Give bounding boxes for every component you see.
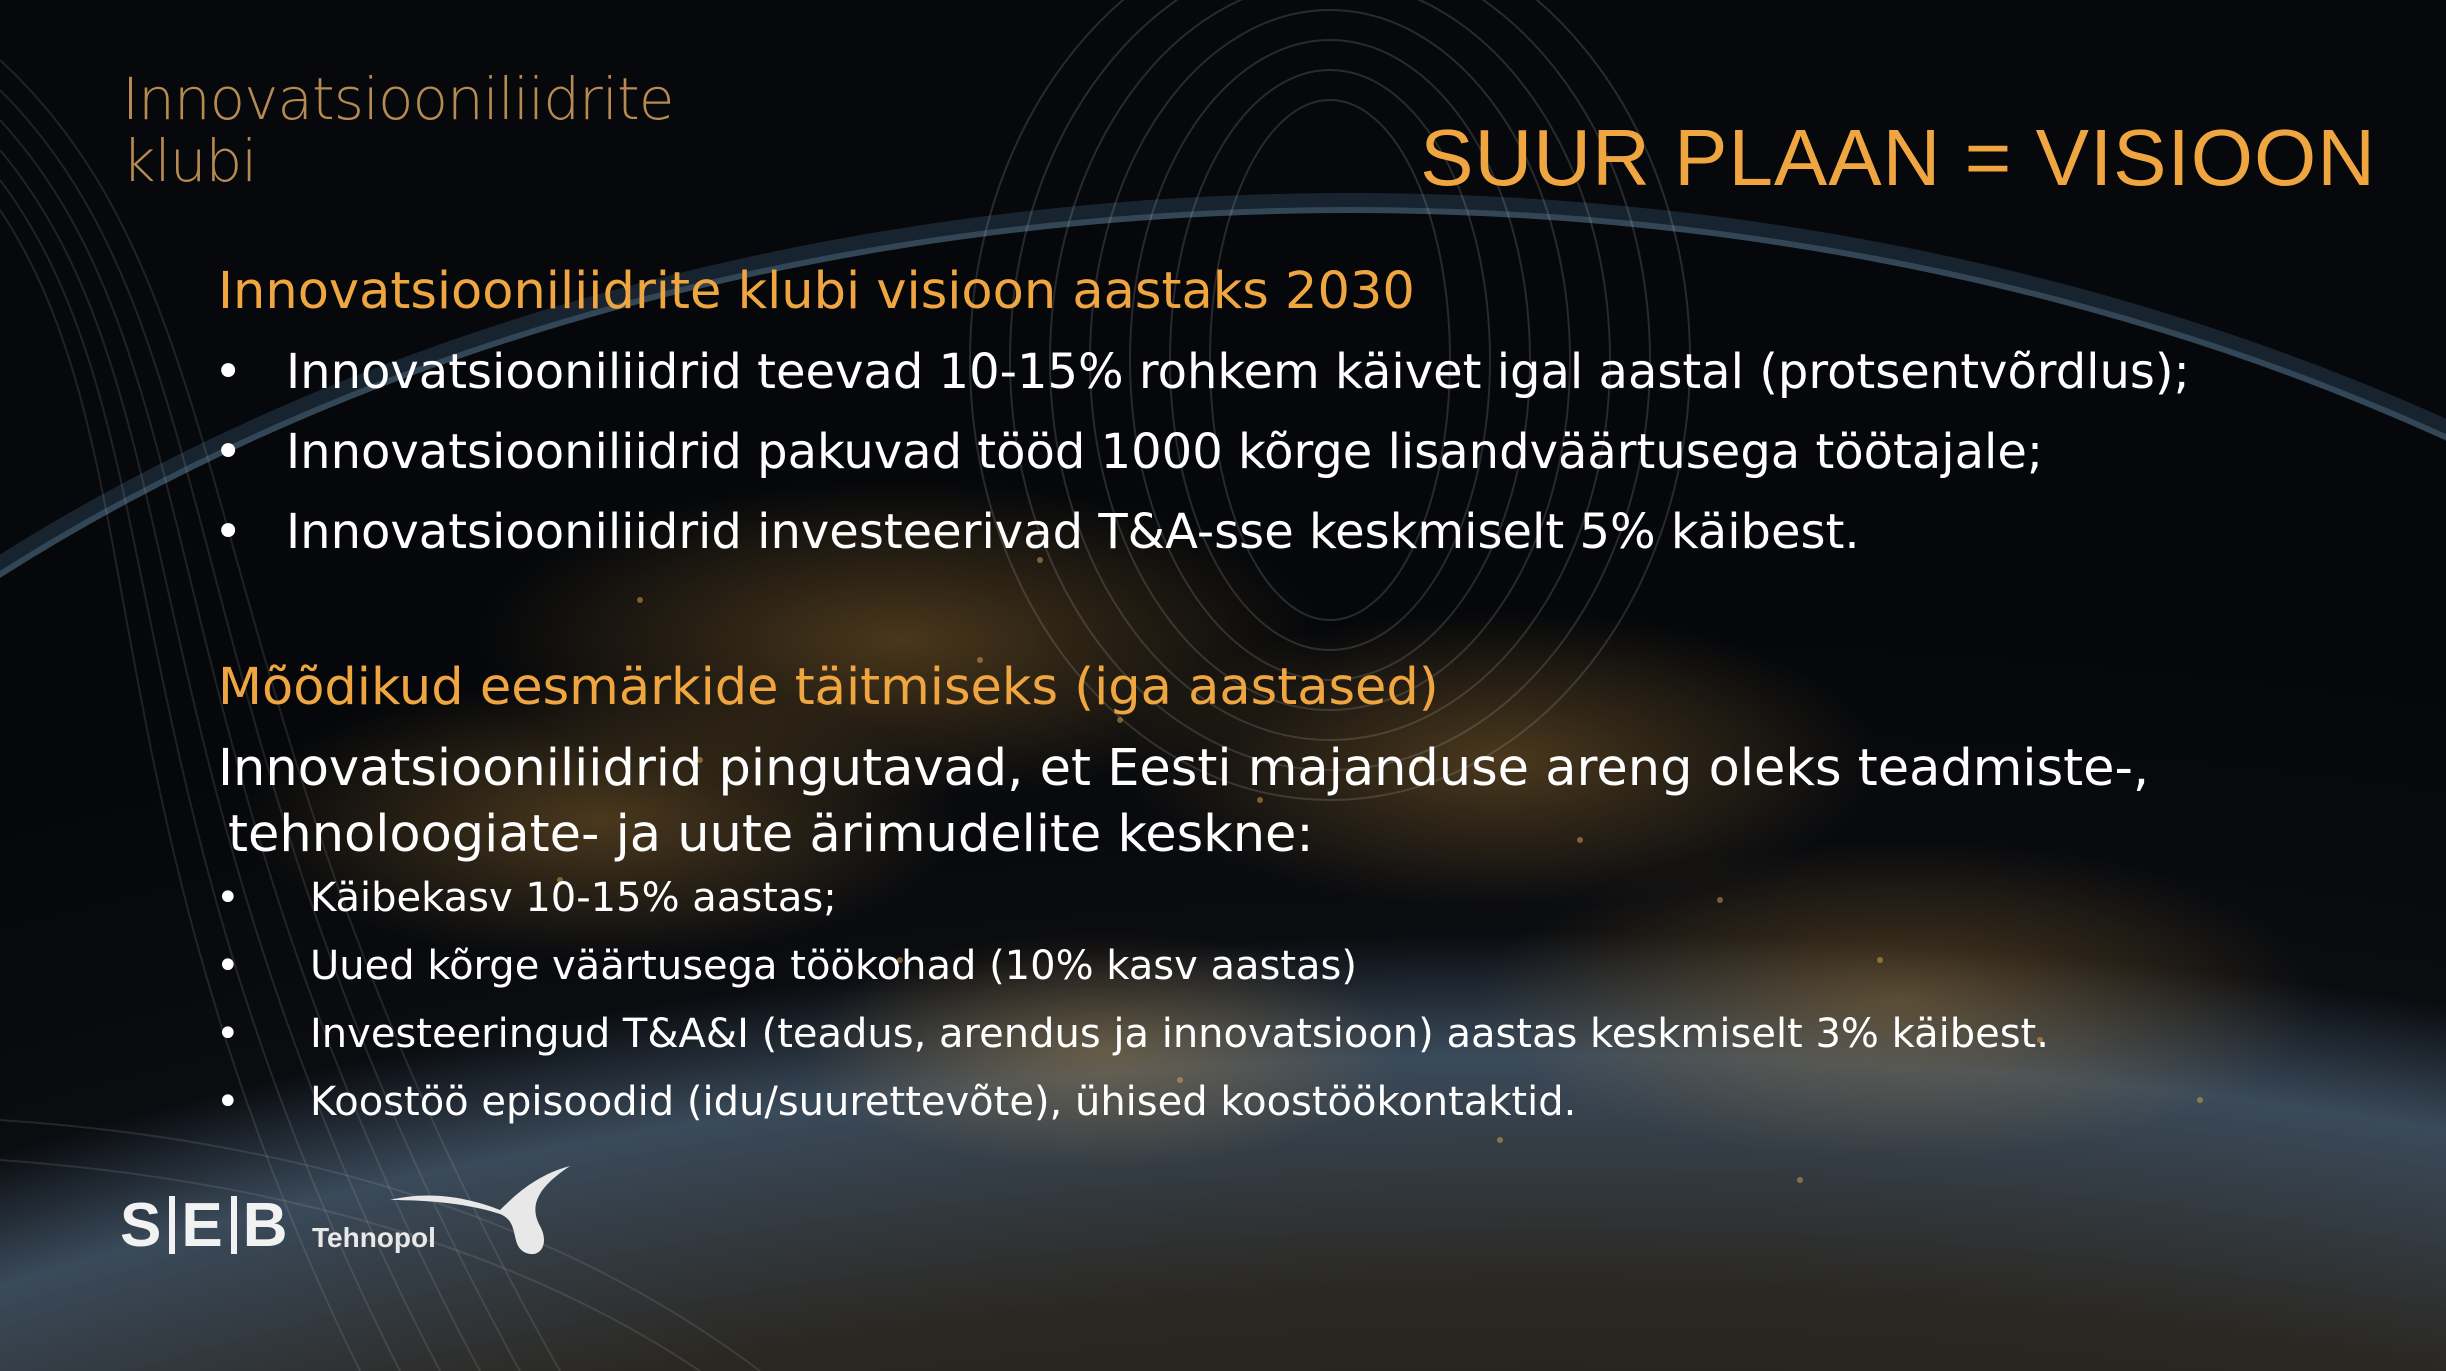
slide-title: SUUR PLAAN = VISIOON	[1420, 113, 2376, 202]
seb-logo	[120, 1190, 290, 1261]
list-item-text: Käibekasv 10-15% aastas;	[310, 875, 837, 921]
seb-logo-divider	[169, 1196, 175, 1254]
list-item	[0, 1006, 2049, 1074]
list-item	[0, 870, 2049, 938]
paragraph-line-2: tehnoloogiate- ja uute ärimudelite keskne:	[228, 805, 1314, 864]
brand-line-2: klubi	[122, 127, 257, 195]
brand-line-1: Innovatsiooniliidrite	[122, 65, 674, 133]
metrics-list	[0, 870, 2049, 1142]
list-item	[0, 1074, 2049, 1142]
bullet-dot: •	[216, 943, 240, 989]
bullet-dot: •	[216, 1079, 240, 1125]
list-item-text: Innovatsiooniliidrid pakuvad tööd 1000 kõrge lisandväärtusega töötajale;	[286, 424, 2044, 480]
vision-list	[0, 340, 2190, 580]
list-item-text: Innovatsiooniliidrid teevad 10-15% rohkem käivet igal aastal (protsentvõrdlus);	[286, 344, 2190, 400]
seb-logo-b: B	[242, 1191, 290, 1260]
club-brand-title	[122, 65, 674, 195]
list-item	[0, 340, 2190, 420]
paragraph-line-1: Innovatsiooniliidrid pingutavad, et Eesti majanduse areng oleks teadmiste-,	[218, 739, 2150, 798]
list-item	[0, 500, 2190, 580]
bullet-dot: •	[214, 344, 243, 400]
list-item	[0, 420, 2190, 500]
seb-logo-s: S	[120, 1191, 164, 1260]
list-item-text: Innovatsiooniliidrid investeerivad T&A-sse keskmiselt 5% käibest.	[286, 504, 1860, 560]
tehnopol-logo-mark	[390, 1160, 610, 1270]
list-item	[0, 938, 2049, 1006]
tehnopol-logo-text: Tehnopol	[312, 1222, 436, 1253]
list-item-text: Uued kõrge väärtusega töökohad (10% kasv aastas)	[310, 943, 1357, 989]
list-item-text: Investeeringud T&A&I (teadus, arendus ja innovatsioon) aastas keskmiselt 3% käibest.	[310, 1011, 2049, 1057]
seb-logo-divider	[231, 1196, 237, 1254]
bullet-dot: •	[214, 504, 243, 560]
bullet-dot: •	[216, 1011, 240, 1057]
bullet-dot: •	[216, 875, 240, 921]
list-item-text: Koostöö episoodid (idu/suurettevõte), ühised koostöökontaktid.	[310, 1079, 1577, 1125]
vision-heading: Innovatsiooniliidrite klubi visioon aastaks 2030	[218, 262, 1415, 321]
metrics-paragraph	[218, 736, 2149, 868]
metrics-heading: Mõõdikud eesmärkide täitmiseks (iga aastased)	[218, 658, 1439, 717]
seb-logo-e: E	[181, 1191, 225, 1260]
bullet-dot: •	[214, 424, 243, 480]
